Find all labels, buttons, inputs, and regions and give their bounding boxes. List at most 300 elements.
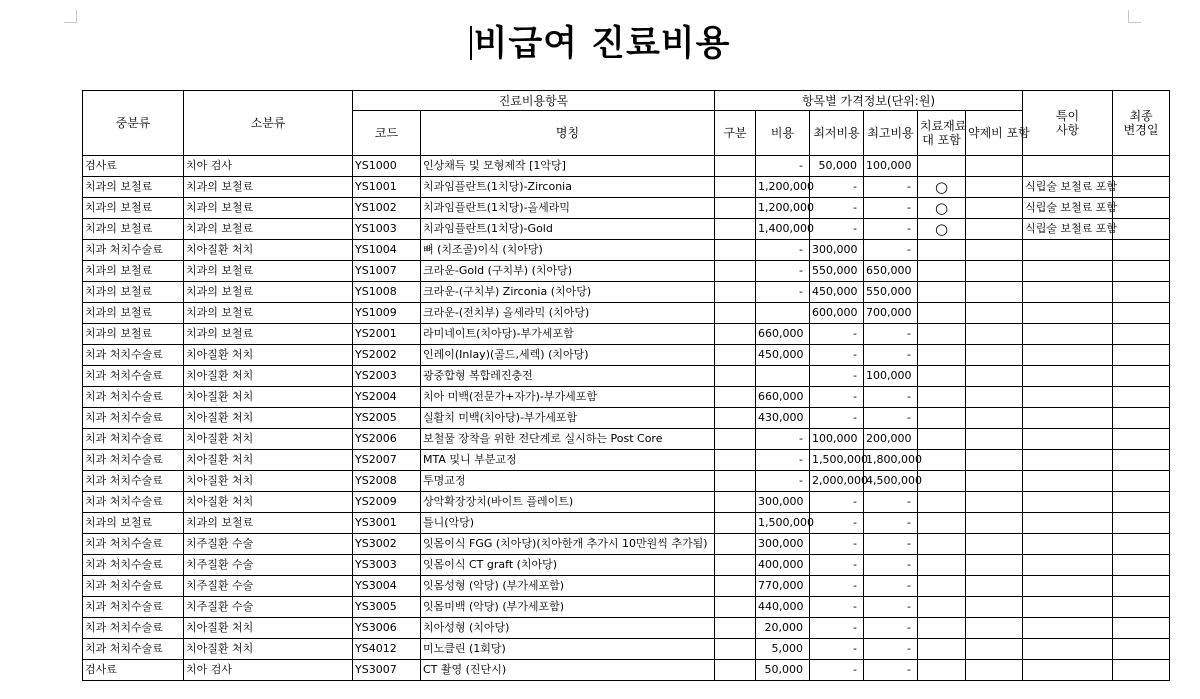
table-body: [83, 156, 1170, 681]
cell-major-category: 치과 처치수술료: [83, 597, 184, 618]
header-item-group: 진료비용항목: [353, 91, 715, 111]
cell-type: [715, 324, 756, 345]
cell-major-category: 치과 처치수술료: [83, 408, 184, 429]
table-row: [83, 492, 1170, 513]
cell-updated: [1113, 492, 1170, 513]
cell-cost: 300,000: [756, 534, 810, 555]
cell-cost: 770,000: [756, 576, 810, 597]
cell-code: YS1002: [353, 198, 421, 219]
cell-type: [715, 471, 756, 492]
header-type: 구분: [715, 111, 756, 156]
cell-min-cost: 2,000,000: [810, 471, 864, 492]
cell-material-included: [918, 555, 966, 576]
cell-material-included: [918, 261, 966, 282]
cell-major-category: 검사료: [83, 660, 184, 681]
cell-material-included: [918, 450, 966, 471]
cell-cost: 660,000: [756, 324, 810, 345]
cell-min-cost: 550,000: [810, 261, 864, 282]
cell-updated: [1113, 576, 1170, 597]
cell-minor-category: 치과의 보철료: [184, 261, 353, 282]
cell-min-cost: -: [810, 366, 864, 387]
cell-cost: -: [756, 471, 810, 492]
table-row: [83, 177, 1170, 198]
cell-code: YS3004: [353, 576, 421, 597]
cell-note: [1023, 345, 1113, 366]
cell-note: 식립술 보철료 포함: [1023, 219, 1113, 240]
cell-material-included: ○: [918, 177, 966, 198]
cell-min-cost: -: [810, 534, 864, 555]
cell-code: YS3003: [353, 555, 421, 576]
cell-drug-included: [966, 408, 1023, 429]
table-row: [83, 471, 1170, 492]
cell-name: 잇몸이식 FGG (치아당)(치아한개 추가시 10만원씩 추가됨): [421, 534, 715, 555]
cell-updated: [1113, 639, 1170, 660]
cell-name: 보철물 장착을 위한 전단계로 실시하는 Post Core: [421, 429, 715, 450]
cell-name: 치아성형 (치아당): [421, 618, 715, 639]
cell-type: [715, 387, 756, 408]
cell-major-category: 치과의 보철료: [83, 219, 184, 240]
cell-drug-included: [966, 471, 1023, 492]
cell-note: [1023, 576, 1113, 597]
cell-cost: 1,400,000: [756, 219, 810, 240]
cell-material-included: [918, 282, 966, 303]
cell-major-category: 치과 처치수술료: [83, 345, 184, 366]
cell-name: 잇몸성형 (악당) (부가세포함): [421, 576, 715, 597]
cell-major-category: 치과의 보철료: [83, 513, 184, 534]
cell-code: YS2002: [353, 345, 421, 366]
cell-type: [715, 261, 756, 282]
cell-type: [715, 639, 756, 660]
cell-name: 크라운-(구치부) Zirconia (치아당): [421, 282, 715, 303]
cell-type: [715, 177, 756, 198]
cell-name: 미노클린 (1회당): [421, 639, 715, 660]
cell-minor-category: 치아질환 처치: [184, 387, 353, 408]
cell-min-cost: 600,000: [810, 303, 864, 324]
cell-major-category: 치과 처치수술료: [83, 534, 184, 555]
cell-note: [1023, 387, 1113, 408]
cell-note: [1023, 639, 1113, 660]
cell-note: 식립술 보철료 포함: [1023, 198, 1113, 219]
cell-name: 잇몸미백 (악당) (부가세포함): [421, 597, 715, 618]
cell-cost: [756, 303, 810, 324]
cell-min-cost: 100,000: [810, 429, 864, 450]
cell-drug-included: [966, 618, 1023, 639]
text-cursor: [470, 26, 472, 60]
cell-code: YS2003: [353, 366, 421, 387]
cell-cost: -: [756, 450, 810, 471]
cell-min-cost: -: [810, 345, 864, 366]
cell-code: YS2008: [353, 471, 421, 492]
cell-code: YS2009: [353, 492, 421, 513]
cell-name: 잇몸이식 CT graft (치아당): [421, 555, 715, 576]
cell-code: YS2005: [353, 408, 421, 429]
cell-major-category: 치과 처치수술료: [83, 240, 184, 261]
table-row: [83, 639, 1170, 660]
cell-type: [715, 303, 756, 324]
cell-major-category: 치과 처치수술료: [83, 450, 184, 471]
cell-material-included: [918, 408, 966, 429]
cell-material-included: [918, 639, 966, 660]
table-row: [83, 534, 1170, 555]
cell-updated: [1113, 660, 1170, 681]
table-row: [83, 450, 1170, 471]
cell-max-cost: -: [864, 324, 918, 345]
cell-minor-category: 치과의 보철료: [184, 513, 353, 534]
cell-name: 투명교정: [421, 471, 715, 492]
cell-drug-included: [966, 303, 1023, 324]
cell-min-cost: -: [810, 492, 864, 513]
table-row: [83, 282, 1170, 303]
cell-min-cost: -: [810, 408, 864, 429]
cell-max-cost: 4,500,000: [864, 471, 918, 492]
cell-note: [1023, 303, 1113, 324]
cell-min-cost: -: [810, 513, 864, 534]
cell-updated: [1113, 177, 1170, 198]
cell-code: YS1007: [353, 261, 421, 282]
cell-minor-category: 치과의 보철료: [184, 177, 353, 198]
cell-min-cost: -: [810, 324, 864, 345]
cell-minor-category: 치아질환 처치: [184, 366, 353, 387]
cell-note: [1023, 156, 1113, 177]
cell-drug-included: [966, 345, 1023, 366]
cell-updated: [1113, 198, 1170, 219]
cell-minor-category: 치아 검사: [184, 660, 353, 681]
cell-code: YS3005: [353, 597, 421, 618]
cell-max-cost: -: [864, 387, 918, 408]
cell-drug-included: [966, 492, 1023, 513]
cell-max-cost: -: [864, 492, 918, 513]
cell-type: [715, 618, 756, 639]
cell-updated: [1113, 471, 1170, 492]
cell-name: 크라운-Gold (구치부) (치아당): [421, 261, 715, 282]
cell-drug-included: [966, 555, 1023, 576]
cell-cost: 50,000: [756, 660, 810, 681]
cell-material-included: [918, 513, 966, 534]
header-min-cost: 최저비용: [810, 111, 864, 156]
cell-max-cost: -: [864, 639, 918, 660]
cell-min-cost: -: [810, 177, 864, 198]
cell-material-included: [918, 303, 966, 324]
cell-material-included: [918, 240, 966, 261]
page-title[interactable]: [0, 16, 1200, 66]
table-row: [83, 576, 1170, 597]
cell-major-category: 치과 처치수술료: [83, 429, 184, 450]
cell-max-cost: -: [864, 240, 918, 261]
table-row: [83, 660, 1170, 681]
cell-code: YS1000: [353, 156, 421, 177]
cell-type: [715, 576, 756, 597]
cell-major-category: 치과의 보철료: [83, 282, 184, 303]
table-row: [83, 387, 1170, 408]
cell-major-category: 치과 처치수술료: [83, 492, 184, 513]
table-row: [83, 597, 1170, 618]
cell-cost: 660,000: [756, 387, 810, 408]
cell-max-cost: -: [864, 513, 918, 534]
header-minor-category: 소분류: [184, 91, 353, 156]
cell-minor-category: 치주질환 수술: [184, 597, 353, 618]
cell-min-cost: -: [810, 219, 864, 240]
cell-type: [715, 429, 756, 450]
cell-code: YS4012: [353, 639, 421, 660]
cell-code: YS2006: [353, 429, 421, 450]
cell-drug-included: [966, 366, 1023, 387]
table-row: [83, 303, 1170, 324]
cell-material-included: [918, 534, 966, 555]
cell-updated: [1113, 597, 1170, 618]
cell-updated: [1113, 156, 1170, 177]
cell-drug-included: [966, 513, 1023, 534]
cell-note: 식립술 보철료 포함: [1023, 177, 1113, 198]
table-row: [83, 198, 1170, 219]
cell-updated: [1113, 450, 1170, 471]
cell-cost: 1,200,000: [756, 198, 810, 219]
cell-min-cost: -: [810, 639, 864, 660]
header-note-line2: 사항: [1055, 123, 1080, 137]
cell-material-included: [918, 492, 966, 513]
cell-updated: [1113, 429, 1170, 450]
cell-minor-category: 치과의 보철료: [184, 282, 353, 303]
cell-major-category: 치과의 보철료: [83, 177, 184, 198]
cell-max-cost: 550,000: [864, 282, 918, 303]
header-price-group: 항목별 가격정보(단위:원): [715, 91, 1023, 111]
cell-updated: [1113, 345, 1170, 366]
cell-min-cost: -: [810, 387, 864, 408]
cell-updated: [1113, 261, 1170, 282]
cell-cost: 450,000: [756, 345, 810, 366]
header-material-line1: 치료재료: [920, 119, 967, 133]
cell-updated: [1113, 387, 1170, 408]
cell-updated: [1113, 513, 1170, 534]
cell-cost: [756, 366, 810, 387]
cell-code: YS2001: [353, 324, 421, 345]
cell-major-category: 치과의 보철료: [83, 198, 184, 219]
header-major-category: 중분류: [83, 91, 184, 156]
cell-major-category: 치과 처치수술료: [83, 555, 184, 576]
cell-drug-included: [966, 156, 1023, 177]
cell-note: [1023, 429, 1113, 450]
cell-cost: -: [756, 156, 810, 177]
cell-name: 라미네이트(치아당)-부가세포함: [421, 324, 715, 345]
cell-cost: 440,000: [756, 597, 810, 618]
cell-code: YS2007: [353, 450, 421, 471]
cell-name: 실활치 미백(치아당)-부가세포함: [421, 408, 715, 429]
cell-drug-included: [966, 219, 1023, 240]
cell-type: [715, 555, 756, 576]
table-row: [83, 345, 1170, 366]
cell-material-included: [918, 324, 966, 345]
cell-updated: [1113, 240, 1170, 261]
cell-minor-category: 치과의 보철료: [184, 303, 353, 324]
header-note-line1: 특이: [1055, 109, 1080, 123]
cell-drug-included: [966, 198, 1023, 219]
cell-drug-included: [966, 177, 1023, 198]
header-max-cost: 최고비용: [864, 111, 918, 156]
cell-cost: 20,000: [756, 618, 810, 639]
cell-minor-category: 치아질환 처치: [184, 639, 353, 660]
cell-updated: [1113, 303, 1170, 324]
cell-cost: 300,000: [756, 492, 810, 513]
cell-note: [1023, 324, 1113, 345]
cell-code: YS3006: [353, 618, 421, 639]
cell-updated: [1113, 282, 1170, 303]
cell-updated: [1113, 618, 1170, 639]
cell-max-cost: 200,000: [864, 429, 918, 450]
cell-name: 인상채득 및 모형제작 [1악당]: [421, 156, 715, 177]
cell-drug-included: [966, 429, 1023, 450]
cell-material-included: ○: [918, 219, 966, 240]
cell-major-category: 치과 처치수술료: [83, 576, 184, 597]
cell-min-cost: -: [810, 576, 864, 597]
cell-material-included: [918, 387, 966, 408]
cell-cost: -: [756, 429, 810, 450]
cell-min-cost: -: [810, 618, 864, 639]
cell-type: [715, 240, 756, 261]
cell-drug-included: [966, 576, 1023, 597]
cell-max-cost: 100,000: [864, 366, 918, 387]
cell-max-cost: -: [864, 198, 918, 219]
cell-material-included: [918, 618, 966, 639]
cell-minor-category: 치주질환 수술: [184, 534, 353, 555]
header-name: 명칭: [421, 111, 715, 156]
table-row: [83, 513, 1170, 534]
cell-drug-included: [966, 597, 1023, 618]
cell-minor-category: 치과의 보철료: [184, 198, 353, 219]
cell-note: [1023, 282, 1113, 303]
header-updated: [1113, 91, 1170, 156]
cell-type: [715, 366, 756, 387]
table-row: [83, 156, 1170, 177]
cell-minor-category: 치아 검사: [184, 156, 353, 177]
cell-updated: [1113, 534, 1170, 555]
cell-type: [715, 492, 756, 513]
cell-drug-included: [966, 240, 1023, 261]
cell-max-cost: -: [864, 219, 918, 240]
cell-material-included: [918, 366, 966, 387]
cell-name: CT 촬영 (진단시): [421, 660, 715, 681]
cell-note: [1023, 366, 1113, 387]
cell-max-cost: 700,000: [864, 303, 918, 324]
cell-min-cost: -: [810, 198, 864, 219]
cell-min-cost: 50,000: [810, 156, 864, 177]
cell-major-category: 치과의 보철료: [83, 261, 184, 282]
cell-note: [1023, 534, 1113, 555]
cell-drug-included: [966, 387, 1023, 408]
cell-name: MTA 및니 부분교정: [421, 450, 715, 471]
cell-code: YS1004: [353, 240, 421, 261]
cell-major-category: 치과 처치수술료: [83, 639, 184, 660]
header-note: [1023, 91, 1113, 156]
cell-name: 광중합형 복합레진충전: [421, 366, 715, 387]
cell-code: YS3001: [353, 513, 421, 534]
table-row: [83, 261, 1170, 282]
cell-minor-category: 치아질환 처치: [184, 345, 353, 366]
cell-major-category: 검사료: [83, 156, 184, 177]
cell-drug-included: [966, 639, 1023, 660]
cell-type: [715, 513, 756, 534]
cell-code: YS1001: [353, 177, 421, 198]
header-drug: 약제비 포함: [966, 111, 1023, 156]
cell-minor-category: 치아질환 처치: [184, 471, 353, 492]
cell-name: 틀니(악당): [421, 513, 715, 534]
cell-type: [715, 282, 756, 303]
cell-min-cost: -: [810, 555, 864, 576]
cell-min-cost: 300,000: [810, 240, 864, 261]
cell-minor-category: 치아질환 처치: [184, 618, 353, 639]
cell-code: YS1003: [353, 219, 421, 240]
cell-minor-category: 치아질환 처치: [184, 408, 353, 429]
cell-name: 치아 미백(전문가+자가)-부가세포함: [421, 387, 715, 408]
table-row: [83, 408, 1170, 429]
header-updated-line1: 최종: [1129, 109, 1153, 123]
cell-max-cost: -: [864, 597, 918, 618]
cell-min-cost: 450,000: [810, 282, 864, 303]
table-row: [83, 324, 1170, 345]
cell-updated: [1113, 219, 1170, 240]
cell-code: YS3002: [353, 534, 421, 555]
cell-max-cost: 650,000: [864, 261, 918, 282]
cell-minor-category: 치과의 보철료: [184, 324, 353, 345]
cell-code: YS1009: [353, 303, 421, 324]
cell-minor-category: 치아질환 처치: [184, 429, 353, 450]
cell-updated: [1113, 555, 1170, 576]
cell-name: 크라운-(전치부) 올세라믹 (치아당): [421, 303, 715, 324]
cell-name: 뼈 (치조골)이식 (치아당): [421, 240, 715, 261]
cell-drug-included: [966, 534, 1023, 555]
cell-material-included: [918, 576, 966, 597]
table-row: [83, 240, 1170, 261]
cell-drug-included: [966, 324, 1023, 345]
table-row: [83, 366, 1170, 387]
cell-cost: 430,000: [756, 408, 810, 429]
cell-drug-included: [966, 660, 1023, 681]
cell-major-category: 치과의 보철료: [83, 303, 184, 324]
table-row: [83, 555, 1170, 576]
header-cost: 비용: [756, 111, 810, 156]
cell-type: [715, 534, 756, 555]
cell-material-included: [918, 597, 966, 618]
cell-cost: 5,000: [756, 639, 810, 660]
cell-note: [1023, 492, 1113, 513]
cell-cost: -: [756, 261, 810, 282]
cell-material-included: [918, 156, 966, 177]
cell-name: 치과임플란트(1치당)-올세라믹: [421, 198, 715, 219]
cell-drug-included: [966, 282, 1023, 303]
price-table: [82, 90, 1170, 681]
cell-note: [1023, 408, 1113, 429]
cell-note: [1023, 261, 1113, 282]
cell-cost: -: [756, 282, 810, 303]
cell-cost: 400,000: [756, 555, 810, 576]
cell-minor-category: 치아질환 처치: [184, 450, 353, 471]
cell-max-cost: -: [864, 534, 918, 555]
cell-max-cost: 100,000: [864, 156, 918, 177]
cell-name: 치과임플란트(1치당)-Zirconia: [421, 177, 715, 198]
cell-minor-category: 치아질환 처치: [184, 240, 353, 261]
cell-code: YS2004: [353, 387, 421, 408]
cell-max-cost: -: [864, 576, 918, 597]
cell-cost: -: [756, 240, 810, 261]
cell-max-cost: -: [864, 660, 918, 681]
cell-min-cost: -: [810, 660, 864, 681]
cell-note: [1023, 450, 1113, 471]
cell-major-category: 치과 처치수술료: [83, 366, 184, 387]
cell-minor-category: 치과의 보철료: [184, 219, 353, 240]
cell-min-cost: -: [810, 597, 864, 618]
cell-type: [715, 408, 756, 429]
cell-note: [1023, 513, 1113, 534]
cell-major-category: 치과의 보철료: [83, 324, 184, 345]
cell-material-included: [918, 345, 966, 366]
